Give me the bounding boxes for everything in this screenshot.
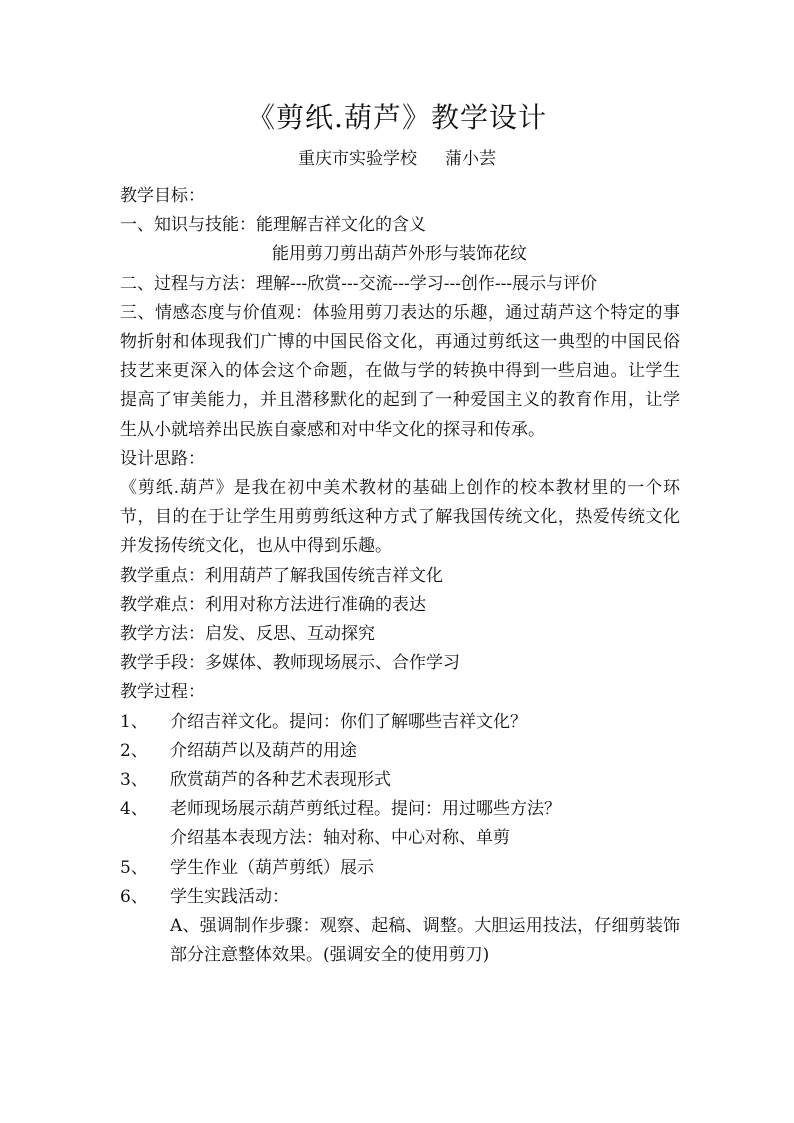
goal-emotion-paragraph: 三、情感态度与价值观：体验用剪刀表达的乐趣，通过葫芦这个特定的事物折射和体现我们广博的中国民俗文化，再通过剪纸这一典型的中国民俗技艺来更深入的体会这个命题，在做与学的转换中得到一些启迪。让学生提高了审美能力，并且潜移默化的起到了一种爱国主义的教育作用，让学生从小就培养出民族自豪感和对中华文化的探寻和传承。: [120, 302, 680, 440]
list-item: [120, 883, 680, 912]
list-item: [120, 795, 680, 824]
step-number: 1、: [120, 711, 148, 732]
step-text: 老师现场展示葫芦剪纸过程。提问：用过哪些方法？: [170, 799, 561, 820]
process-heading: 教学过程：: [120, 682, 205, 703]
goal-knowledge-line-2: 能用剪刀剪出葫芦外形与装饰花纹: [272, 244, 527, 265]
step-number: 6、: [120, 886, 148, 907]
step-text: 学生实践活动：: [170, 886, 289, 907]
list-item: [120, 766, 680, 795]
goals-heading: 教学目标：: [120, 186, 205, 206]
document-body: [120, 182, 680, 970]
design-paragraph: 《剪纸.葫芦》是我在初中美术教材的基础上创作的校本教材里的一个环节，目的在于让学生用剪剪纸这种方式了解我国传统文化，热爱传统文化并发扬传统文化，也从中得到乐趣。: [120, 478, 680, 557]
difficulty: 教学难点：利用对称方法进行准确的表达: [120, 594, 426, 615]
teaching-method: 教学方法：启发、反思、互动探究: [120, 624, 375, 645]
school-name: 重庆市实验学校: [298, 149, 417, 169]
byline: [0, 146, 794, 172]
step-text: 学生作业（葫芦剪纸）展示: [170, 857, 374, 878]
list-item: [120, 854, 680, 883]
step-number: 4、: [120, 799, 148, 820]
step-text: 介绍吉祥文化。提问：你们了解哪些吉祥文化？: [170, 711, 527, 732]
key-point: 教学重点：利用葫芦了解我国传统吉祥文化: [120, 565, 443, 586]
teaching-means: 教学手段：多媒体、教师现场展示、合作学习: [120, 653, 460, 674]
author-name: 蒲小芸: [445, 149, 496, 169]
step-number: 5、: [120, 857, 148, 878]
goal-process: 二、过程与方法：理解---欣赏---交流---学习---创作---展示与评价: [120, 273, 598, 294]
step-number: 2、: [120, 740, 148, 761]
step-number: 3、: [120, 770, 148, 791]
step-subtext: 介绍基本表现方法：轴对称、中心对称、单剪: [170, 828, 510, 849]
list-item: [120, 737, 680, 766]
step-text: 介绍葫芦以及葫芦的用途: [170, 740, 357, 761]
goal-knowledge-line-1: 一、知识与技能：能理解吉祥文化的含义: [120, 215, 426, 236]
page-title: 《剪纸.葫芦》教学设计: [247, 101, 547, 134]
list-item: [120, 708, 680, 737]
step-subtext: A、强调制作步骤：观察、起稿、调整。大胆运用技法，仔细剪装饰部分注意整体效果。(强调安全的使用剪刀): [170, 916, 680, 966]
design-heading: 设计思路：: [120, 448, 205, 469]
step-text: 欣赏葫芦的各种艺术表现形式: [170, 770, 391, 791]
